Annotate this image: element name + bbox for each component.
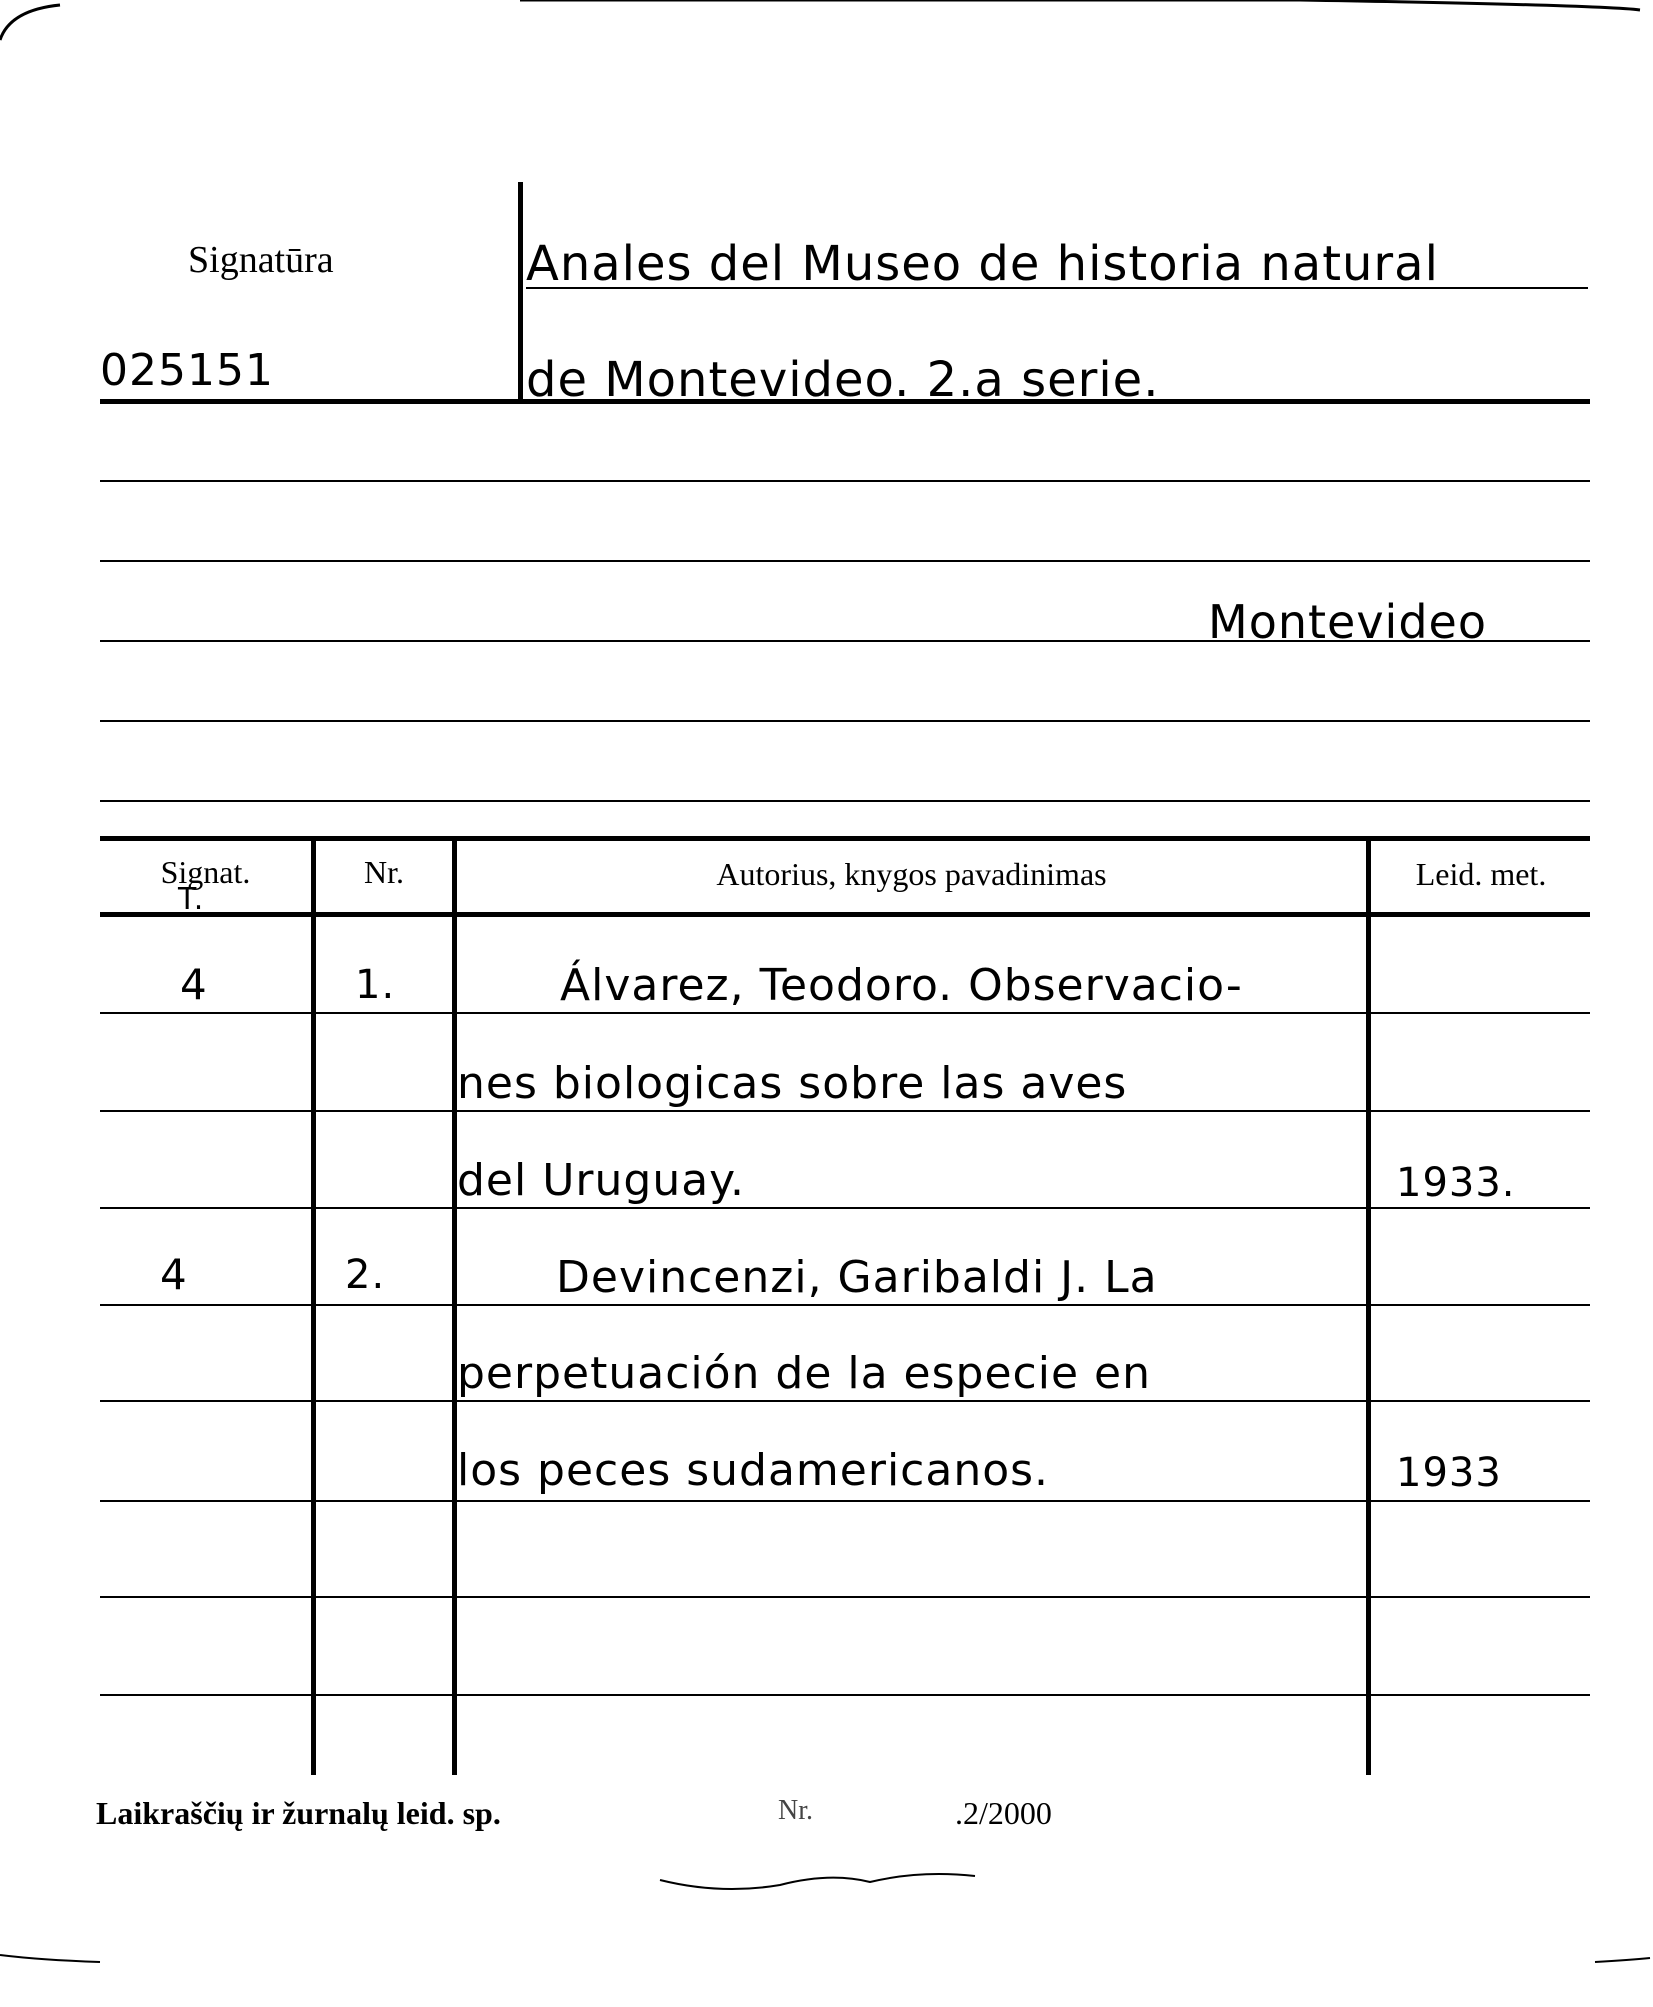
- entry-2-nr: 2.: [345, 1252, 386, 1298]
- ruled-line-2: [100, 560, 1590, 562]
- signatura-label: Signatūra: [188, 239, 334, 281]
- title-underline-1: [526, 287, 1588, 289]
- entry-2-line-3: los peces sudamericanos.: [457, 1445, 1050, 1496]
- col-divider-2: [452, 838, 457, 1775]
- col-divider-1: [311, 838, 316, 1775]
- header-divider: [518, 182, 523, 400]
- title-line-2: de Montevideo. 2.a serie.: [526, 352, 1160, 408]
- ruled-line-4: [100, 720, 1590, 722]
- row-rule: [100, 1694, 1590, 1696]
- row-rule: [100, 1304, 1590, 1306]
- header-base-rule: [100, 399, 1590, 404]
- entry-1-nr: 1.: [355, 962, 396, 1008]
- entry-1-line-1: Álvarez, Teodoro. Observacio-: [560, 960, 1243, 1011]
- entry-2-year: 1933: [1396, 1450, 1502, 1496]
- ruled-line-5: [100, 800, 1590, 802]
- footer-order-fragment: Nr.: [778, 1795, 813, 1826]
- ruled-line-3: [100, 640, 1590, 642]
- place-text: Montevideo: [1208, 595, 1487, 649]
- entry-1-signat: 4: [180, 960, 208, 1009]
- ruled-line-1: [100, 480, 1590, 482]
- column-header-year: Leid. met.: [1415, 856, 1547, 892]
- footer-order-suffix: .2/2000: [955, 1795, 1052, 1831]
- row-rule: [100, 1207, 1590, 1209]
- entry-1-line-2: nes biologicas sobre las aves: [457, 1058, 1128, 1109]
- signat-mark: T.: [178, 882, 205, 917]
- entry-2-signat: 4: [160, 1250, 188, 1299]
- row-rule: [100, 1110, 1590, 1112]
- title-line-1: Anales del Museo de historia natural: [526, 236, 1439, 292]
- entry-1-line-3: del Uruguay.: [457, 1155, 745, 1206]
- row-rule: [100, 1500, 1590, 1502]
- entry-2-line-1: Devincenzi, Garibaldi J. La: [556, 1252, 1158, 1303]
- col-divider-3: [1366, 838, 1371, 1775]
- row-rule: [100, 1400, 1590, 1402]
- row-rule: [100, 1596, 1590, 1598]
- entry-2-line-2: perpetuación de la especie en: [457, 1348, 1151, 1399]
- column-header-nr: Nr.: [364, 854, 404, 890]
- column-header-author-title: Autorius, knygos pavadinimas: [716, 856, 1107, 892]
- signatura-value: 025151: [100, 345, 274, 396]
- row-rule: [100, 1012, 1590, 1014]
- footer-print-info: Laikraščių ir žurnalų leid. sp.: [96, 1795, 501, 1831]
- entry-1-year: 1933.: [1396, 1160, 1516, 1206]
- column-header-signat: Signat.: [160, 854, 251, 890]
